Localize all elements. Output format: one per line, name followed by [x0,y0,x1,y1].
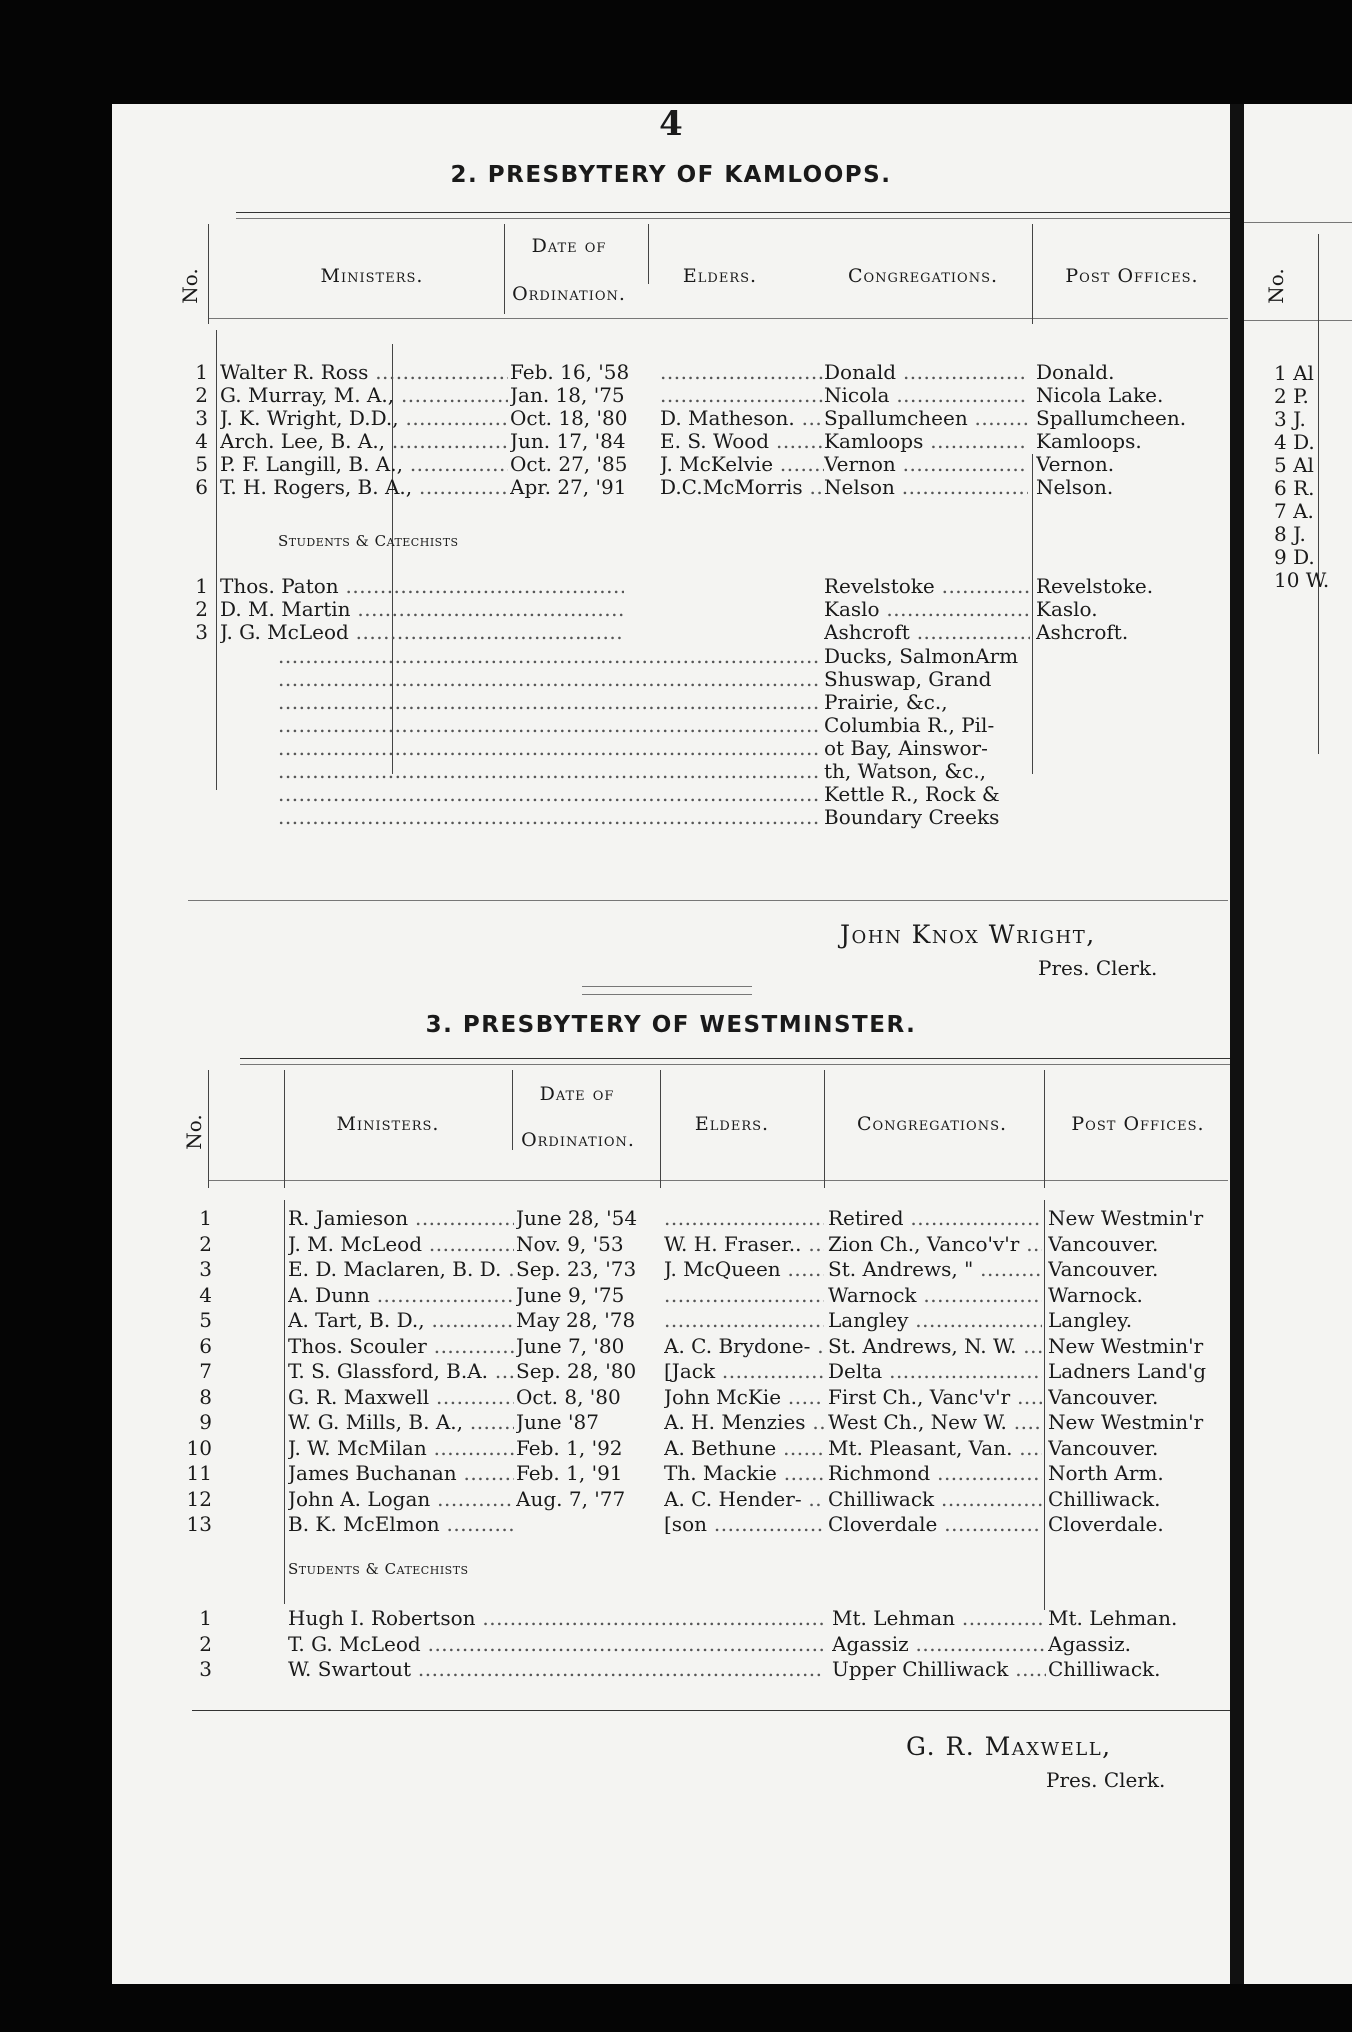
fragment-no-header: No. [1263,268,1288,304]
table-row [112,475,1230,500]
ordination-date: June 28, '54 [516,1206,638,1230]
rule [1244,222,1352,223]
westminster-congregations-header: Congregations. [856,1113,1008,1135]
post-office: Vancouver. [1048,1435,1159,1460]
kamloops-congregations-header: Congregations. [847,265,999,287]
fragment-row: 4 D. [1274,430,1315,454]
kamloops-date-header-2: Ordination. [512,283,626,305]
post-office: Warnock. [1048,1282,1143,1307]
vacant-congregation: Shuswap, Grand [824,667,992,691]
elder-name: A. C. Brydone- ..... [664,1334,824,1359]
row-number: 1 [195,360,208,384]
row-number: 5 [199,1308,212,1332]
table-row [112,429,1230,454]
elder-name: [son ..... [664,1512,824,1537]
westminster-title: 3. PRESBYTERY OF WESTMINSTER. [425,1012,917,1038]
row-number: 10 [186,1435,212,1460]
table-row [112,406,1230,431]
table-row [112,1606,1230,1631]
page-number: 4 [659,104,683,144]
fragment-row: 5 Al [1274,453,1314,477]
elder-name [664,1308,824,1333]
rule [208,1180,1228,1181]
post-office: Revelstoke. [1036,574,1154,598]
congregation: Ashcroft ..... [824,620,1030,645]
row-number: 2 [195,383,208,407]
minister-name: T. H. Rogers, B. A., ..... [220,475,508,500]
vacant-row [112,759,1230,784]
column-rule [284,1070,285,1188]
column-rule [660,1070,661,1188]
post-office: New Westmin'r [1048,1410,1204,1434]
post-office: Agassiz. [1048,1631,1131,1656]
vacant-congregation: Boundary Creeks [824,805,1000,829]
congregation: Agassiz ..... [832,1632,1046,1657]
vacant-row [112,713,1230,738]
kamloops-elders-header: Elders. [682,265,758,287]
vacant-congregation: ot Bay, Ainswor- [824,736,988,760]
vacant-minister-line [278,805,818,830]
fragment-row: 10 W. [1274,568,1330,592]
post-office: Vancouver. [1048,1257,1159,1281]
westminster-post-offices-header: Post Offices. [1071,1113,1205,1135]
vacant-row [112,690,1230,715]
column-rule [1318,234,1319,754]
row-number: 3 [199,1257,212,1281]
row-number: 13 [186,1512,212,1536]
elder-name: J. McQueen ..... [664,1257,824,1282]
vacant-row [112,805,1230,830]
fragment-row: 8 J. [1274,522,1306,546]
minister-name: J. K. Wright, D.D., ..... [220,406,508,431]
post-office: Langley. [1048,1308,1133,1332]
congregation: Langley ..... [828,1308,1042,1333]
table-row [112,383,1230,408]
westminster-date-header-1: Date of [539,1083,615,1105]
column-rule [1044,1070,1045,1188]
minister-name: B. K. McElmon ..... [288,1512,514,1537]
congregation: First Ch., Vanc'v'r ..... [828,1385,1042,1410]
rule [208,318,1228,319]
post-office: Vancouver. [1048,1231,1159,1256]
vacant-minister-line [278,782,818,807]
vacant-congregation: th, Watson, &c., [824,759,987,783]
elder-name: A. H. Menzies ..... [664,1410,824,1435]
student-name: W. Swartout ..... [288,1657,824,1682]
minister-name: E. D. Maclaren, B. D. ..... [288,1257,514,1282]
congregation: St. Andrews, " ..... [828,1257,1042,1282]
table-row [112,1410,1230,1435]
elder-name [664,1206,824,1231]
elder-name: John McKie ..... [664,1385,824,1410]
congregation: Kamloops ..... [824,429,1028,454]
post-office: Ladners Land'g [1048,1359,1207,1383]
student-name: T. G. McLeod ..... [288,1632,824,1657]
column-rule [512,1070,513,1150]
fragment-row: 1 Al [1274,361,1314,385]
row-number: 3 [195,406,208,430]
congregation: Cloverdale ..... [828,1512,1042,1537]
table-row [112,1359,1230,1384]
table-row [112,1334,1230,1359]
post-office: Mt. Lehman. [1048,1606,1178,1630]
congregation: Retired ..... [828,1206,1042,1231]
elder-name: D.C.McMorris ..... [660,475,824,500]
row-number: 9 [199,1410,212,1434]
rule [1244,320,1352,321]
congregation: St. Andrews, N. W. ..... [828,1334,1042,1359]
ordination-date: Sep. 23, '73 [516,1257,637,1281]
post-office: Kaslo. [1036,597,1098,621]
post-office: Donald. [1036,360,1115,384]
vacant-congregation: Columbia R., Pil- [824,713,995,737]
column-rule [1032,224,1033,324]
table-row [112,1232,1230,1257]
elder-name [660,383,824,408]
elder-name: Th. Mackie ..... [664,1461,824,1486]
elder-name: A. Bethune ..... [664,1436,824,1461]
vacant-minister-line [278,644,818,669]
student-name: D. M. Martin ..... [220,597,624,622]
minister-name: A. Tart, B. D., ..... [288,1308,514,1333]
rule [240,1064,1230,1065]
row-number: 7 [199,1359,212,1383]
congregation: Zion Ch., Vanco'v'r ..... [828,1232,1042,1257]
ordination-date: Apr. 27, '91 [510,475,627,499]
row-number: 5 [195,452,208,476]
congregation: Revelstoke ..... [824,574,1030,599]
elder-name: D. Matheson. ..... [660,406,824,431]
minister-name: J. M. McLeod ..... [288,1232,514,1257]
table-row [112,360,1230,385]
ordination-date: Jun. 17, '84 [510,429,626,453]
minister-name: R. Jamieson ..... [288,1206,514,1231]
ordination-date: June 7, '80 [516,1333,625,1358]
congregation: Richmond ..... [828,1461,1042,1486]
post-office: Chilliwack. [1048,1657,1161,1681]
rule [236,218,1230,219]
table-row [112,1283,1230,1308]
vacant-congregation: Kettle R., Rock & [824,782,1000,806]
column-rule [504,224,505,314]
vacant-congregation: Prairie, &c., [824,690,948,714]
vacant-minister-line [278,667,818,692]
ordination-date: Oct. 18, '80 [510,406,628,430]
post-office: North Arm. [1048,1461,1164,1485]
congregation: Nicola ..... [824,383,1028,408]
fragment-row: 9 D. [1274,545,1315,569]
column-rule [648,224,649,284]
congregation: Mt. Lehman ..... [832,1606,1046,1631]
congregation: Donald ..... [824,360,1028,385]
kamloops-post-offices-header: Post Offices. [1065,265,1199,287]
vacant-row [112,736,1230,761]
row-number: 2 [199,1231,212,1256]
table-row [112,1632,1230,1657]
table-row [112,1436,1230,1461]
row-number: 1 [199,1206,212,1230]
elder-name: A. C. Hender- ..... [664,1487,824,1512]
congregation: Spallumcheen ..... [824,406,1028,431]
fragment-row: 2 P. [1274,384,1309,408]
ordination-date: June 9, '75 [516,1282,625,1307]
post-office: Ashcroft. [1036,620,1129,644]
kamloops-ministers-header: Ministers. [320,265,424,287]
row-number: 2 [199,1631,212,1656]
elder-name: J. McKelvie ..... [660,452,824,477]
rule [582,994,752,995]
row-number: 1 [199,1606,212,1630]
kamloops-title: 2. PRESBYTERY OF KAMLOOPS. [450,162,892,188]
row-number: 12 [186,1486,212,1511]
westminster-clerk-name: G. R. Maxwell, [906,1732,1112,1761]
table-row [112,1657,1230,1682]
ordination-date: Nov. 9, '53 [516,1231,624,1256]
minister-name: J. W. McMilan ..... [288,1436,514,1461]
congregation: Upper Chilliwack ..... [832,1657,1046,1682]
congregation: Warnock ..... [828,1283,1042,1308]
fragment-row: 6 R. [1274,476,1315,500]
table-row [112,1461,1230,1486]
minister-name: Thos. Scouler ..... [288,1334,514,1359]
vacant-row [112,782,1230,807]
ordination-date: Jan. 18, '75 [510,383,625,407]
ordination-date: Oct. 8, '80 [516,1384,621,1409]
congregation: Mt. Pleasant, Van. ..... [828,1436,1042,1461]
ordination-date: Feb. 1, '91 [516,1461,623,1485]
row-number: 3 [195,620,208,644]
vacant-minister-line [278,690,818,715]
rule [236,212,1230,213]
vacant-row [112,644,1230,669]
elder-name [660,360,824,385]
rule [582,986,752,987]
ordination-date: Feb. 16, '58 [510,360,630,384]
post-office: New Westmin'r [1048,1333,1204,1358]
next-page-fragment [1244,104,1352,1984]
post-office: Cloverdale. [1048,1512,1164,1536]
column-rule [208,1070,209,1188]
kamloops-clerk-title: Pres. Clerk. [1038,956,1158,980]
fragment-row: 7 A. [1274,499,1314,523]
row-number: 1 [195,574,208,598]
vacant-minister-line [278,736,818,761]
row-number: 2 [195,597,208,621]
minister-name: P. F. Langill, B. A., ..... [220,452,508,477]
post-office: Vernon. [1036,452,1115,476]
row-number: 4 [199,1282,212,1307]
westminster-clerk-title: Pres. Clerk. [1046,1768,1166,1792]
ordination-date: Oct. 27, '85 [510,452,628,476]
elder-name [664,1283,824,1308]
kamloops-clerk-name: John Knox Wright, [840,920,1096,949]
post-office: Chilliwack. [1048,1486,1161,1511]
post-office: Kamloops. [1036,429,1142,453]
elder-name: W. H. Fraser.. ..... [664,1232,824,1257]
vacant-congregation: Ducks, SalmonArm [824,644,1019,668]
congregation: Vernon ..... [824,452,1028,477]
table-row [112,574,1230,599]
congregation: Kaslo ..... [824,597,1030,622]
table-row [112,1206,1230,1231]
table-row [112,1308,1230,1333]
ordination-date: May 28, '78 [516,1308,636,1332]
westminster-date-header-2: Ordination. [521,1129,635,1151]
post-office: Vancouver. [1048,1384,1159,1409]
kamloops-date-header-1: Date of [531,235,607,257]
row-number: 4 [195,429,208,453]
ordination-date: June '87 [516,1410,599,1434]
row-number: 3 [199,1657,212,1681]
congregation: West Ch., New W. ..... [828,1410,1042,1435]
westminster-elders-header: Elders. [694,1113,770,1135]
minister-name: Arch. Lee, B. A., ..... [220,429,508,454]
elder-name: E. S. Wood ..... [660,429,824,454]
kamloops-no-header: No. [177,268,202,304]
congregation: Nelson ..... [824,475,1028,500]
congregation: Chilliwack ..... [828,1487,1042,1512]
table-row [112,1257,1230,1282]
rule [192,1710,1230,1711]
row-number: 6 [195,475,208,499]
minister-name: G. R. Maxwell ..... [288,1385,514,1410]
minister-name: John A. Logan ..... [288,1487,514,1512]
row-number: 6 [199,1333,212,1358]
table-row [112,452,1230,477]
student-name: J. G. McLeod ..... [220,620,624,645]
congregation: Delta ..... [828,1359,1042,1384]
minister-name: G. Murray, M. A., ..... [220,383,508,408]
rule [188,900,1228,901]
westminster-ministers-header: Ministers. [336,1113,440,1135]
post-office: New Westmin'r [1048,1206,1204,1230]
student-name: Thos. Paton ..... [220,574,624,599]
page-gutter [1230,104,1244,1984]
ordination-date: Feb. 1, '92 [516,1435,623,1460]
westminster-students-label: Students & Catechists [288,1560,469,1578]
rule [240,1058,1230,1059]
elder-name: [Jack ..... [664,1359,824,1384]
scanned-page [112,104,1230,1984]
minister-name: A. Dunn ..... [288,1283,514,1308]
minister-name: T. S. Glassford, B.A. ..... [288,1359,514,1384]
vacant-row [112,667,1230,692]
ordination-date: Aug. 7, '77 [516,1486,626,1511]
row-number: 8 [199,1384,212,1409]
column-rule [824,1070,825,1188]
minister-name: James Buchanan ..... [288,1461,514,1486]
column-rule [208,224,209,324]
kamloops-students-label: Students & Catechists [278,532,459,550]
post-office: Nicola Lake. [1036,383,1164,407]
table-row [112,597,1230,622]
table-row [112,1487,1230,1512]
minister-name: Walter R. Ross ..... [220,360,508,385]
fragment-row: 3 J. [1274,407,1306,431]
table-row [112,1512,1230,1537]
post-office: Nelson. [1036,475,1114,499]
minister-name: W. G. Mills, B. A., ..... [288,1410,514,1435]
table-row [112,620,1230,645]
ordination-date: Sep. 28, '80 [516,1359,637,1383]
vacant-minister-line [278,759,818,784]
student-name: Hugh I. Robertson ..... [288,1606,824,1631]
westminster-no-header: No. [181,1114,206,1150]
row-number: 11 [186,1461,212,1485]
vacant-minister-line [278,713,818,738]
post-office: Spallumcheen. [1036,406,1187,430]
table-row [112,1385,1230,1410]
